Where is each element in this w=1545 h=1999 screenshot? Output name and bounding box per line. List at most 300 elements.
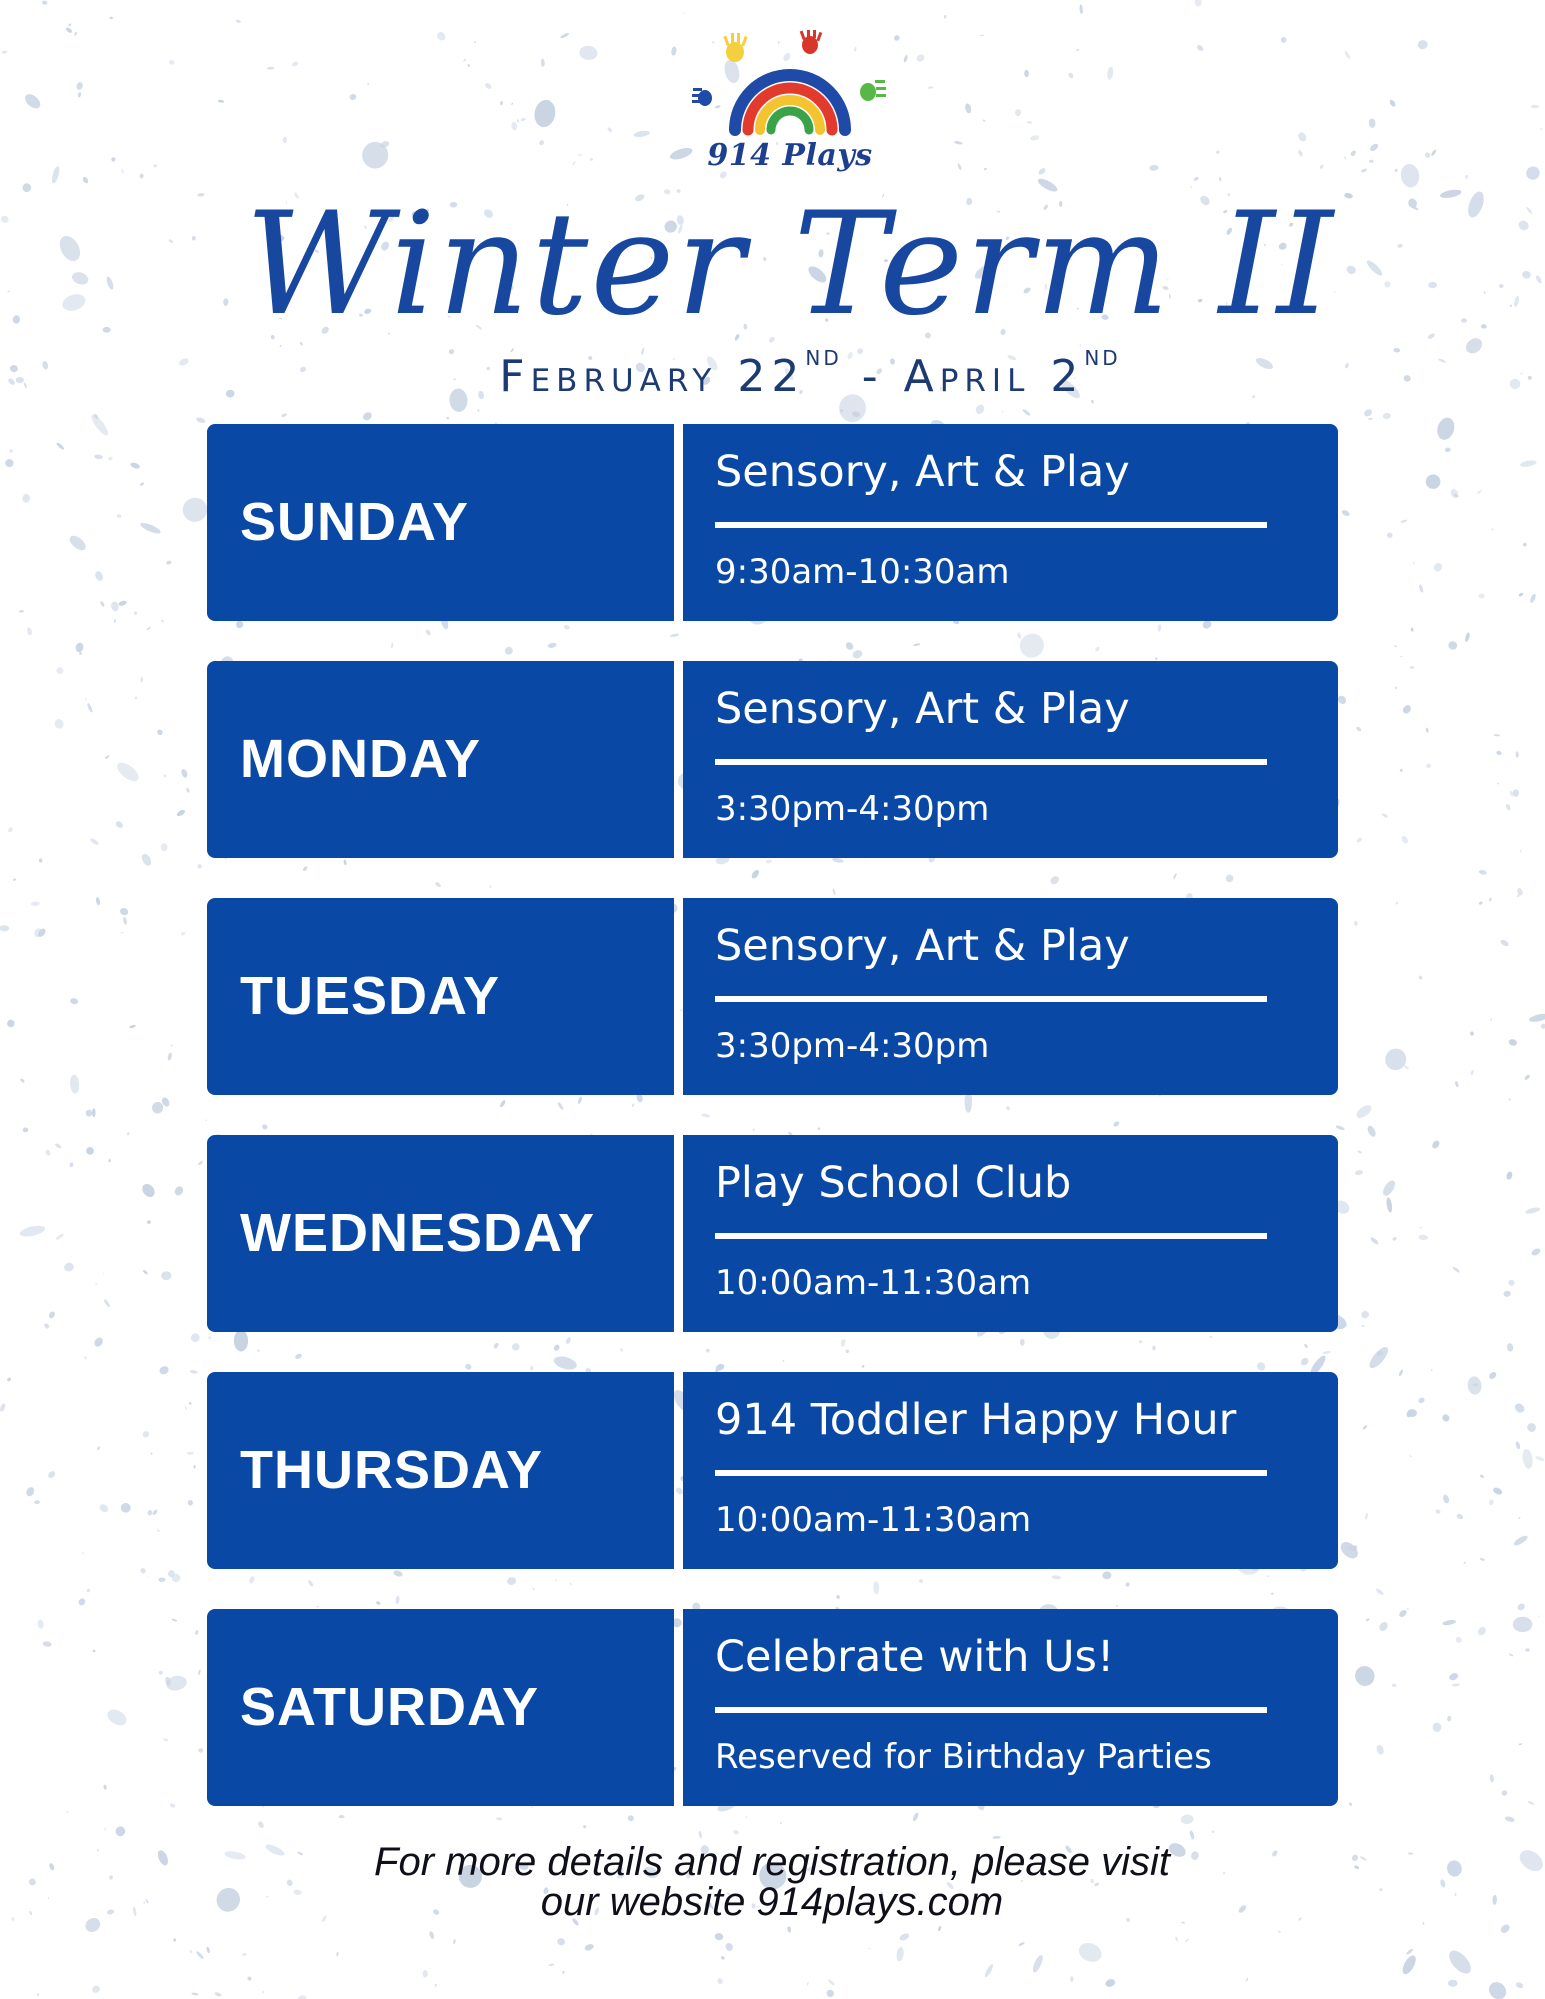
- speckle: [257, 1349, 260, 1352]
- speckle: [1211, 1830, 1214, 1833]
- speckle: [113, 619, 116, 623]
- speckle: [1070, 1976, 1074, 1982]
- speckle: [390, 642, 393, 648]
- speckle: [1481, 324, 1487, 329]
- speckle: [19, 610, 25, 613]
- speckle: [1480, 1474, 1485, 1479]
- speckle: [1523, 542, 1527, 546]
- speckle: [845, 1349, 849, 1353]
- speckle: [1094, 646, 1100, 652]
- speckle: [1516, 1846, 1545, 1876]
- speckle: [7, 377, 16, 386]
- speckle: [1507, 1279, 1516, 1288]
- speckle: [1297, 131, 1308, 143]
- speckle: [208, 1336, 211, 1339]
- speckle: [185, 1406, 187, 1410]
- speckle: [562, 1971, 565, 1975]
- speckle: [671, 46, 677, 56]
- speckle: [1499, 1923, 1511, 1935]
- speckle: [1005, 1106, 1010, 1111]
- speckle: [376, 1601, 382, 1606]
- speckle: [185, 787, 190, 793]
- speckle: [122, 917, 127, 926]
- speckle: [1435, 1509, 1441, 1515]
- speckle: [226, 390, 235, 398]
- speckle: [1538, 1615, 1540, 1617]
- speckle: [139, 1567, 146, 1574]
- speckle: [1322, 1350, 1331, 1354]
- speckle: [422, 1970, 428, 1978]
- speckle: [1255, 1361, 1267, 1373]
- speckle: [1196, 44, 1205, 52]
- speckle: [50, 165, 60, 184]
- speckle: [294, 1353, 302, 1360]
- speckle: [435, 1984, 437, 1988]
- speckle: [1031, 1954, 1045, 1974]
- speckle: [114, 759, 142, 785]
- speckle: [191, 1992, 199, 1996]
- speckle: [1278, 1931, 1281, 1933]
- handprint-icon: [800, 30, 823, 54]
- speckle: [1354, 1169, 1363, 1176]
- speckle: [1540, 1023, 1545, 1030]
- speckle: [206, 1946, 210, 1953]
- speckle: [1365, 259, 1384, 278]
- footer-line-1: For more details and registration, please visit: [374, 1840, 1170, 1884]
- speckle: [1369, 142, 1380, 152]
- speckle: [176, 809, 186, 818]
- speckle: [1488, 1371, 1498, 1381]
- speckle: [1400, 519, 1407, 524]
- speckle: [1452, 1683, 1460, 1687]
- speckle: [39, 858, 43, 862]
- speckle: [316, 1606, 318, 1608]
- speckle: [1344, 156, 1347, 159]
- speckle: [915, 53, 926, 63]
- speckle: [577, 154, 582, 157]
- speckle: [1361, 168, 1368, 173]
- speckle: [1024, 70, 1029, 78]
- speckle: [980, 35, 984, 36]
- speckle: [196, 1951, 205, 1960]
- divider: [715, 1707, 1267, 1713]
- speckle: [1361, 1325, 1364, 1327]
- speckle: [1448, 1980, 1458, 1987]
- speckle: [1022, 408, 1031, 416]
- speckle: [557, 1101, 565, 1110]
- speckle: [938, 1926, 942, 1932]
- speckle: [1344, 362, 1349, 368]
- speckle: [1351, 1662, 1378, 1689]
- speckle: [493, 1342, 500, 1349]
- speckle: [166, 560, 172, 565]
- speckle: [66, 1811, 68, 1813]
- speckle: [1345, 264, 1357, 275]
- speckle: [129, 1024, 136, 1029]
- speckle: [1445, 1947, 1475, 1978]
- speckle: [1175, 1936, 1179, 1941]
- speckle: [750, 869, 760, 880]
- speckle: [234, 1330, 248, 1352]
- speckle: [1076, 1939, 1105, 1965]
- speckle: [22, 183, 32, 193]
- day-panel: [207, 1135, 674, 1332]
- speckle: [1489, 1774, 1494, 1782]
- speckle: [158, 1577, 165, 1582]
- rainbow-logo-icon: [690, 30, 890, 140]
- speckle: [1521, 1448, 1534, 1469]
- speckle: [530, 1806, 533, 1808]
- speckle: [5, 458, 15, 467]
- speckle: [1393, 348, 1400, 353]
- speckle: [862, 1365, 865, 1369]
- speckle: [83, 1915, 103, 1935]
- speckle: [190, 1370, 198, 1375]
- speckle: [181, 932, 186, 936]
- divider: [715, 1470, 1267, 1476]
- speckle: [1335, 1125, 1345, 1131]
- speckle: [1518, 1517, 1521, 1520]
- speckle: [156, 1849, 170, 1867]
- speckle: [42, 0, 48, 5]
- speckle: [489, 885, 491, 888]
- speckle: [1489, 897, 1492, 901]
- speckle: [1407, 1409, 1417, 1417]
- activity-time: 9:30am-10:30am: [715, 552, 1010, 592]
- activity-name: Play School Club: [715, 1158, 1072, 1208]
- speckle: [146, 627, 151, 631]
- activity-panel: [683, 1135, 1338, 1332]
- speckle: [1400, 656, 1403, 658]
- speckle: [477, 409, 480, 412]
- speckle: [1002, 410, 1003, 412]
- speckle: [108, 456, 113, 461]
- speckle: [538, 139, 545, 146]
- activity-panel: [683, 661, 1338, 858]
- speckle: [1102, 1571, 1112, 1580]
- speckle: [716, 1977, 723, 1985]
- speckle: [1508, 1038, 1518, 1046]
- speckle: [720, 1956, 725, 1961]
- speckle: [1368, 118, 1376, 128]
- speckle: [180, 495, 211, 525]
- speckle: [223, 298, 229, 306]
- speckle: [496, 1817, 503, 1821]
- speckle: [1461, 318, 1467, 322]
- speckle: [787, 1926, 792, 1933]
- speckle: [339, 1815, 345, 1818]
- speckle: [74, 32, 78, 37]
- speckle: [141, 677, 143, 683]
- speckle: [178, 357, 190, 367]
- speckle: [158, 1670, 163, 1675]
- speckle: [919, 1579, 924, 1584]
- speckle: [111, 157, 116, 162]
- speckle: [48, 1862, 55, 1870]
- speckle: [1456, 1513, 1464, 1520]
- speckle: [1173, 873, 1178, 880]
- activity-time: 10:00am-11:30am: [715, 1263, 1032, 1303]
- speckle: [85, 698, 86, 701]
- speckle: [26, 627, 33, 636]
- speckle: [584, 1943, 595, 1952]
- speckle: [53, 718, 65, 730]
- speckle: [844, 641, 854, 651]
- speckle: [1535, 1455, 1545, 1462]
- speckle: [1400, 1953, 1418, 1976]
- speckle: [153, 164, 158, 168]
- speckle: [1504, 1816, 1515, 1823]
- speckle: [434, 881, 441, 888]
- speckle: [1428, 282, 1437, 289]
- speckle: [31, 901, 40, 906]
- speckle: [1516, 887, 1524, 896]
- speckle: [1417, 1397, 1425, 1405]
- speckle: [1465, 175, 1468, 179]
- speckle: [1527, 1800, 1534, 1805]
- speckle: [10, 365, 19, 373]
- speckle: [140, 852, 153, 867]
- speckle: [343, 859, 347, 865]
- speckle: [37, 1619, 44, 1629]
- speckle: [60, 291, 87, 313]
- speckle: [349, 93, 357, 100]
- speckle: [77, 92, 81, 98]
- speckle: [1299, 1356, 1310, 1367]
- speckle: [187, 1452, 194, 1455]
- speckle: [1378, 1620, 1390, 1632]
- start-date: February 22: [499, 351, 806, 402]
- speckle: [1492, 1895, 1497, 1905]
- speckle: [192, 236, 196, 241]
- term-dates: [400, 346, 1220, 402]
- speckle: [1425, 763, 1431, 769]
- speckle: [97, 1849, 100, 1852]
- speckle: [1017, 632, 1022, 639]
- divider: [715, 1233, 1267, 1239]
- speckle: [115, 820, 125, 830]
- speckle: [43, 1322, 50, 1329]
- speckle: [1368, 418, 1372, 420]
- speckle: [1513, 295, 1520, 307]
- speckle: [120, 932, 124, 934]
- speckle: [1338, 1539, 1361, 1562]
- speckle: [307, 1579, 314, 1587]
- activity-name: 914 Toddler Happy Hour: [715, 1395, 1237, 1445]
- speckle: [552, 1354, 578, 1372]
- speckle: [752, 1128, 755, 1131]
- speckle: [130, 461, 141, 469]
- speckle: [1496, 750, 1502, 756]
- speckle: [1494, 734, 1500, 737]
- speckle: [1508, 1098, 1511, 1101]
- speckle: [1509, 1653, 1514, 1657]
- speckle: [139, 521, 162, 536]
- speckle: [1455, 1893, 1457, 1897]
- speckle: [607, 127, 613, 133]
- speckle: [0, 1403, 6, 1413]
- speckle: [556, 1937, 566, 1946]
- day-panel: [207, 424, 674, 621]
- speckle: [169, 1803, 176, 1809]
- speckle: [42, 361, 49, 370]
- speckle: [899, 1932, 911, 1942]
- speckle: [261, 1123, 268, 1130]
- speckle: [1517, 219, 1531, 233]
- speckle: [1076, 49, 1079, 51]
- schedule-row-tuesday: [207, 898, 1338, 1095]
- speckle: [1492, 1486, 1503, 1496]
- speckle: [85, 1109, 93, 1117]
- speckle: [195, 1630, 199, 1635]
- speckle: [94, 570, 105, 582]
- speckle: [1350, 150, 1357, 157]
- speckle: [1449, 488, 1460, 500]
- speckle: [1413, 562, 1415, 565]
- speckle: [1448, 641, 1458, 651]
- day-label: SUNDAY: [240, 492, 470, 552]
- speckle: [1439, 188, 1462, 199]
- speckle: [105, 1706, 130, 1728]
- speckle: [22, 493, 31, 503]
- speckle: [733, 1829, 740, 1835]
- speckle: [1418, 975, 1423, 980]
- speckle: [1351, 1854, 1360, 1863]
- speckle: [1513, 789, 1519, 796]
- speckle: [1271, 1850, 1278, 1858]
- speckle: [297, 1994, 308, 1999]
- speckle: [896, 1946, 905, 1962]
- speckle: [103, 1784, 107, 1790]
- speckle: [1465, 189, 1487, 219]
- speckle: [1431, 1139, 1441, 1150]
- speckle: [19, 1224, 46, 1239]
- speckle: [1419, 1227, 1422, 1229]
- speckle: [913, 643, 921, 647]
- day-label: SATURDAY: [240, 1677, 540, 1737]
- speckle: [242, 1953, 247, 1957]
- speckle: [1411, 628, 1414, 632]
- speckle: [499, 1099, 506, 1108]
- speckle: [55, 1233, 65, 1241]
- speckle: [1478, 901, 1483, 905]
- speckle: [1398, 1609, 1408, 1619]
- speckle: [1375, 1744, 1385, 1756]
- speckle: [1271, 1592, 1274, 1594]
- speckle: [555, 1579, 557, 1582]
- speckle: [1106, 66, 1114, 80]
- speckle: [1399, 768, 1403, 772]
- speckle: [86, 703, 93, 713]
- speckle: [1418, 584, 1424, 593]
- speckle: [467, 64, 470, 67]
- activity-panel: [683, 424, 1338, 621]
- speckle: [547, 642, 557, 648]
- speckle: [84, 1356, 88, 1360]
- speckle: [1464, 632, 1470, 642]
- speckle: [54, 1143, 62, 1149]
- speckle: [188, 1401, 192, 1405]
- page-title: Winter Term II: [244, 182, 1336, 347]
- speckle: [589, 158, 593, 161]
- activity-panel: [683, 1609, 1338, 1806]
- speckle: [7, 826, 14, 833]
- speckle: [1442, 1494, 1450, 1504]
- handprint-icon: [692, 88, 712, 106]
- speckle: [168, 239, 174, 244]
- speckle: [22, 1127, 28, 1133]
- speckle: [1410, 666, 1415, 669]
- speckle: [236, 620, 244, 628]
- speckle: [95, 1283, 98, 1285]
- speckle: [1386, 532, 1394, 539]
- day-panel: [207, 661, 674, 858]
- speckle: [156, 728, 164, 736]
- speckle: [683, 12, 685, 14]
- speckle: [190, 1950, 192, 1954]
- speckle: [1529, 593, 1537, 603]
- speckle: [257, 1820, 265, 1829]
- speckle: [1490, 1018, 1492, 1021]
- speckle: [1015, 109, 1022, 117]
- speckle: [69, 1074, 79, 1094]
- speckle: [565, 1337, 572, 1345]
- speckle: [190, 1332, 201, 1343]
- speckle: [302, 866, 308, 872]
- activity-time: 3:30pm-4:30pm: [715, 789, 990, 829]
- speckle: [1409, 1455, 1412, 1458]
- activity-panel: [683, 898, 1338, 1095]
- speckle: [1403, 374, 1412, 383]
- speckle: [147, 1220, 151, 1224]
- speckle: [1209, 1335, 1213, 1338]
- speckle: [173, 1185, 185, 1197]
- speckle: [262, 1991, 265, 1994]
- speckle: [1398, 1369, 1404, 1377]
- speckle: [165, 1674, 189, 1693]
- speckle: [157, 1529, 161, 1532]
- speckle: [1382, 1045, 1410, 1073]
- speckle: [1344, 50, 1351, 60]
- speckle: [1245, 1978, 1248, 1982]
- speckle: [1395, 901, 1398, 905]
- speckle: [82, 1552, 84, 1553]
- speckle: [1, 50, 7, 54]
- speckle: [205, 1119, 207, 1121]
- speckle: [9, 449, 13, 453]
- speckle: [982, 119, 985, 122]
- speckle: [701, 1113, 711, 1118]
- speckle: [109, 17, 113, 20]
- speckle: [1518, 592, 1524, 597]
- speckle: [1355, 726, 1362, 732]
- speckle: [132, 1906, 137, 1916]
- speckle: [161, 620, 164, 623]
- speckle: [1530, 1247, 1541, 1257]
- speckle: [1503, 1290, 1511, 1297]
- speckle: [511, 121, 518, 130]
- speckle: [1506, 1343, 1514, 1352]
- speckle: [1357, 1150, 1362, 1154]
- speckle: [1375, 1588, 1384, 1596]
- speckle: [1452, 1266, 1461, 1273]
- speckle: [28, 1877, 38, 1886]
- speckle: [500, 101, 503, 106]
- speckle: [6, 1019, 15, 1028]
- speckle: [224, 1850, 247, 1861]
- speckle: [1513, 1617, 1533, 1633]
- speckle: [1366, 1344, 1391, 1371]
